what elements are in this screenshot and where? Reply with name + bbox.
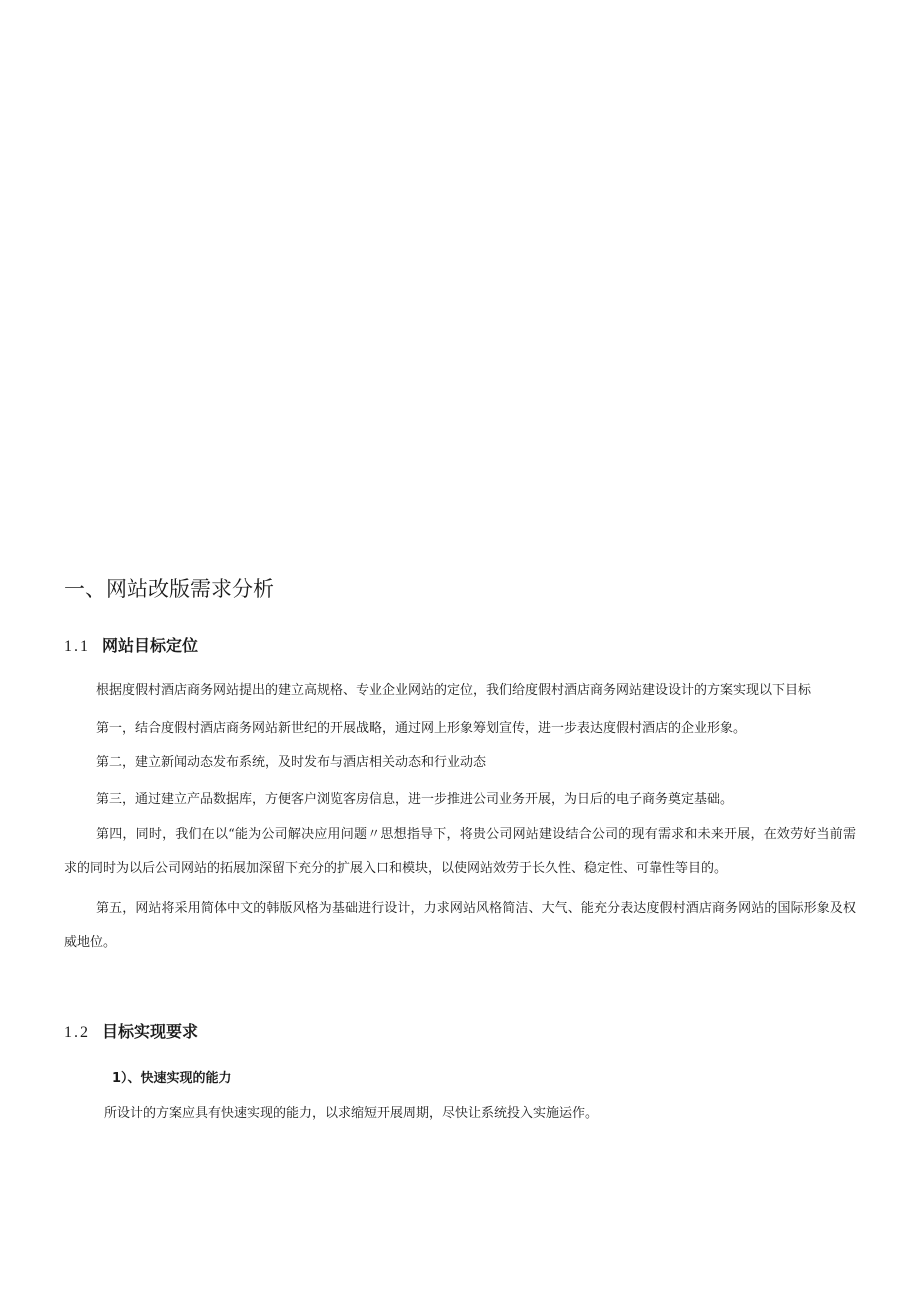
section-number: 1.1 bbox=[64, 638, 90, 655]
paragraph-second: 第二，建立新闻动态发布系统，及时发布与酒店相关动态和行业动态 bbox=[96, 755, 487, 770]
paragraph-first: 第一，结合度假村酒店商务网站新世纪的开展战略，通过网上形象筹划宣传，进一步表达度假村酒店的企业形象。 bbox=[96, 721, 747, 736]
paragraph-third: 第三，通过建立产品数据库，方便客户浏览客房信息，进一步推进公司业务开展，为日后的电子商务奠定基础。 bbox=[96, 792, 734, 807]
subsection-heading: 1）、快速实现的能力 bbox=[112, 1071, 232, 1086]
section-heading-1-1 bbox=[64, 634, 198, 659]
section-heading-1-2 bbox=[64, 1020, 198, 1045]
section-title: 目标实现要求 bbox=[102, 1022, 199, 1041]
paragraph-fifth: 第五，网站将采用简体中文的韩版风格为基础进行设计，力求网站风格简洁、大气、能充分表达度假村酒店商务网站的国际形象及权威地位。 bbox=[64, 901, 856, 950]
section-number: 1.2 bbox=[64, 1024, 90, 1041]
paragraph-subsection: 所设计的方案应具有快速实现的能力，以求缩短开展周期，尽快让系统投入实施运作。 bbox=[104, 1106, 599, 1121]
paragraph-fourth: 第四，同时，我们在以“能为公司解决应用问题〃思想指导下，将贵公司网站建设结合公司的现有需求和未来开展，在效劳好当前需求的同时为以后公司网站的拓展加深留下充分的扩展入口和模块，以使网站效劳于长久性、稳定性、可靠性等目的。 bbox=[64, 827, 856, 876]
main-heading: 一、网站改版需求分析 bbox=[64, 577, 274, 601]
section-title: 网站目标定位 bbox=[102, 636, 199, 655]
paragraph-intro: 根据度假村酒店商务网站提出的建立高规格、专业企业网站的定位，我们给度假村酒店商务网站建设设计的方案实现以下目标 bbox=[96, 683, 812, 698]
